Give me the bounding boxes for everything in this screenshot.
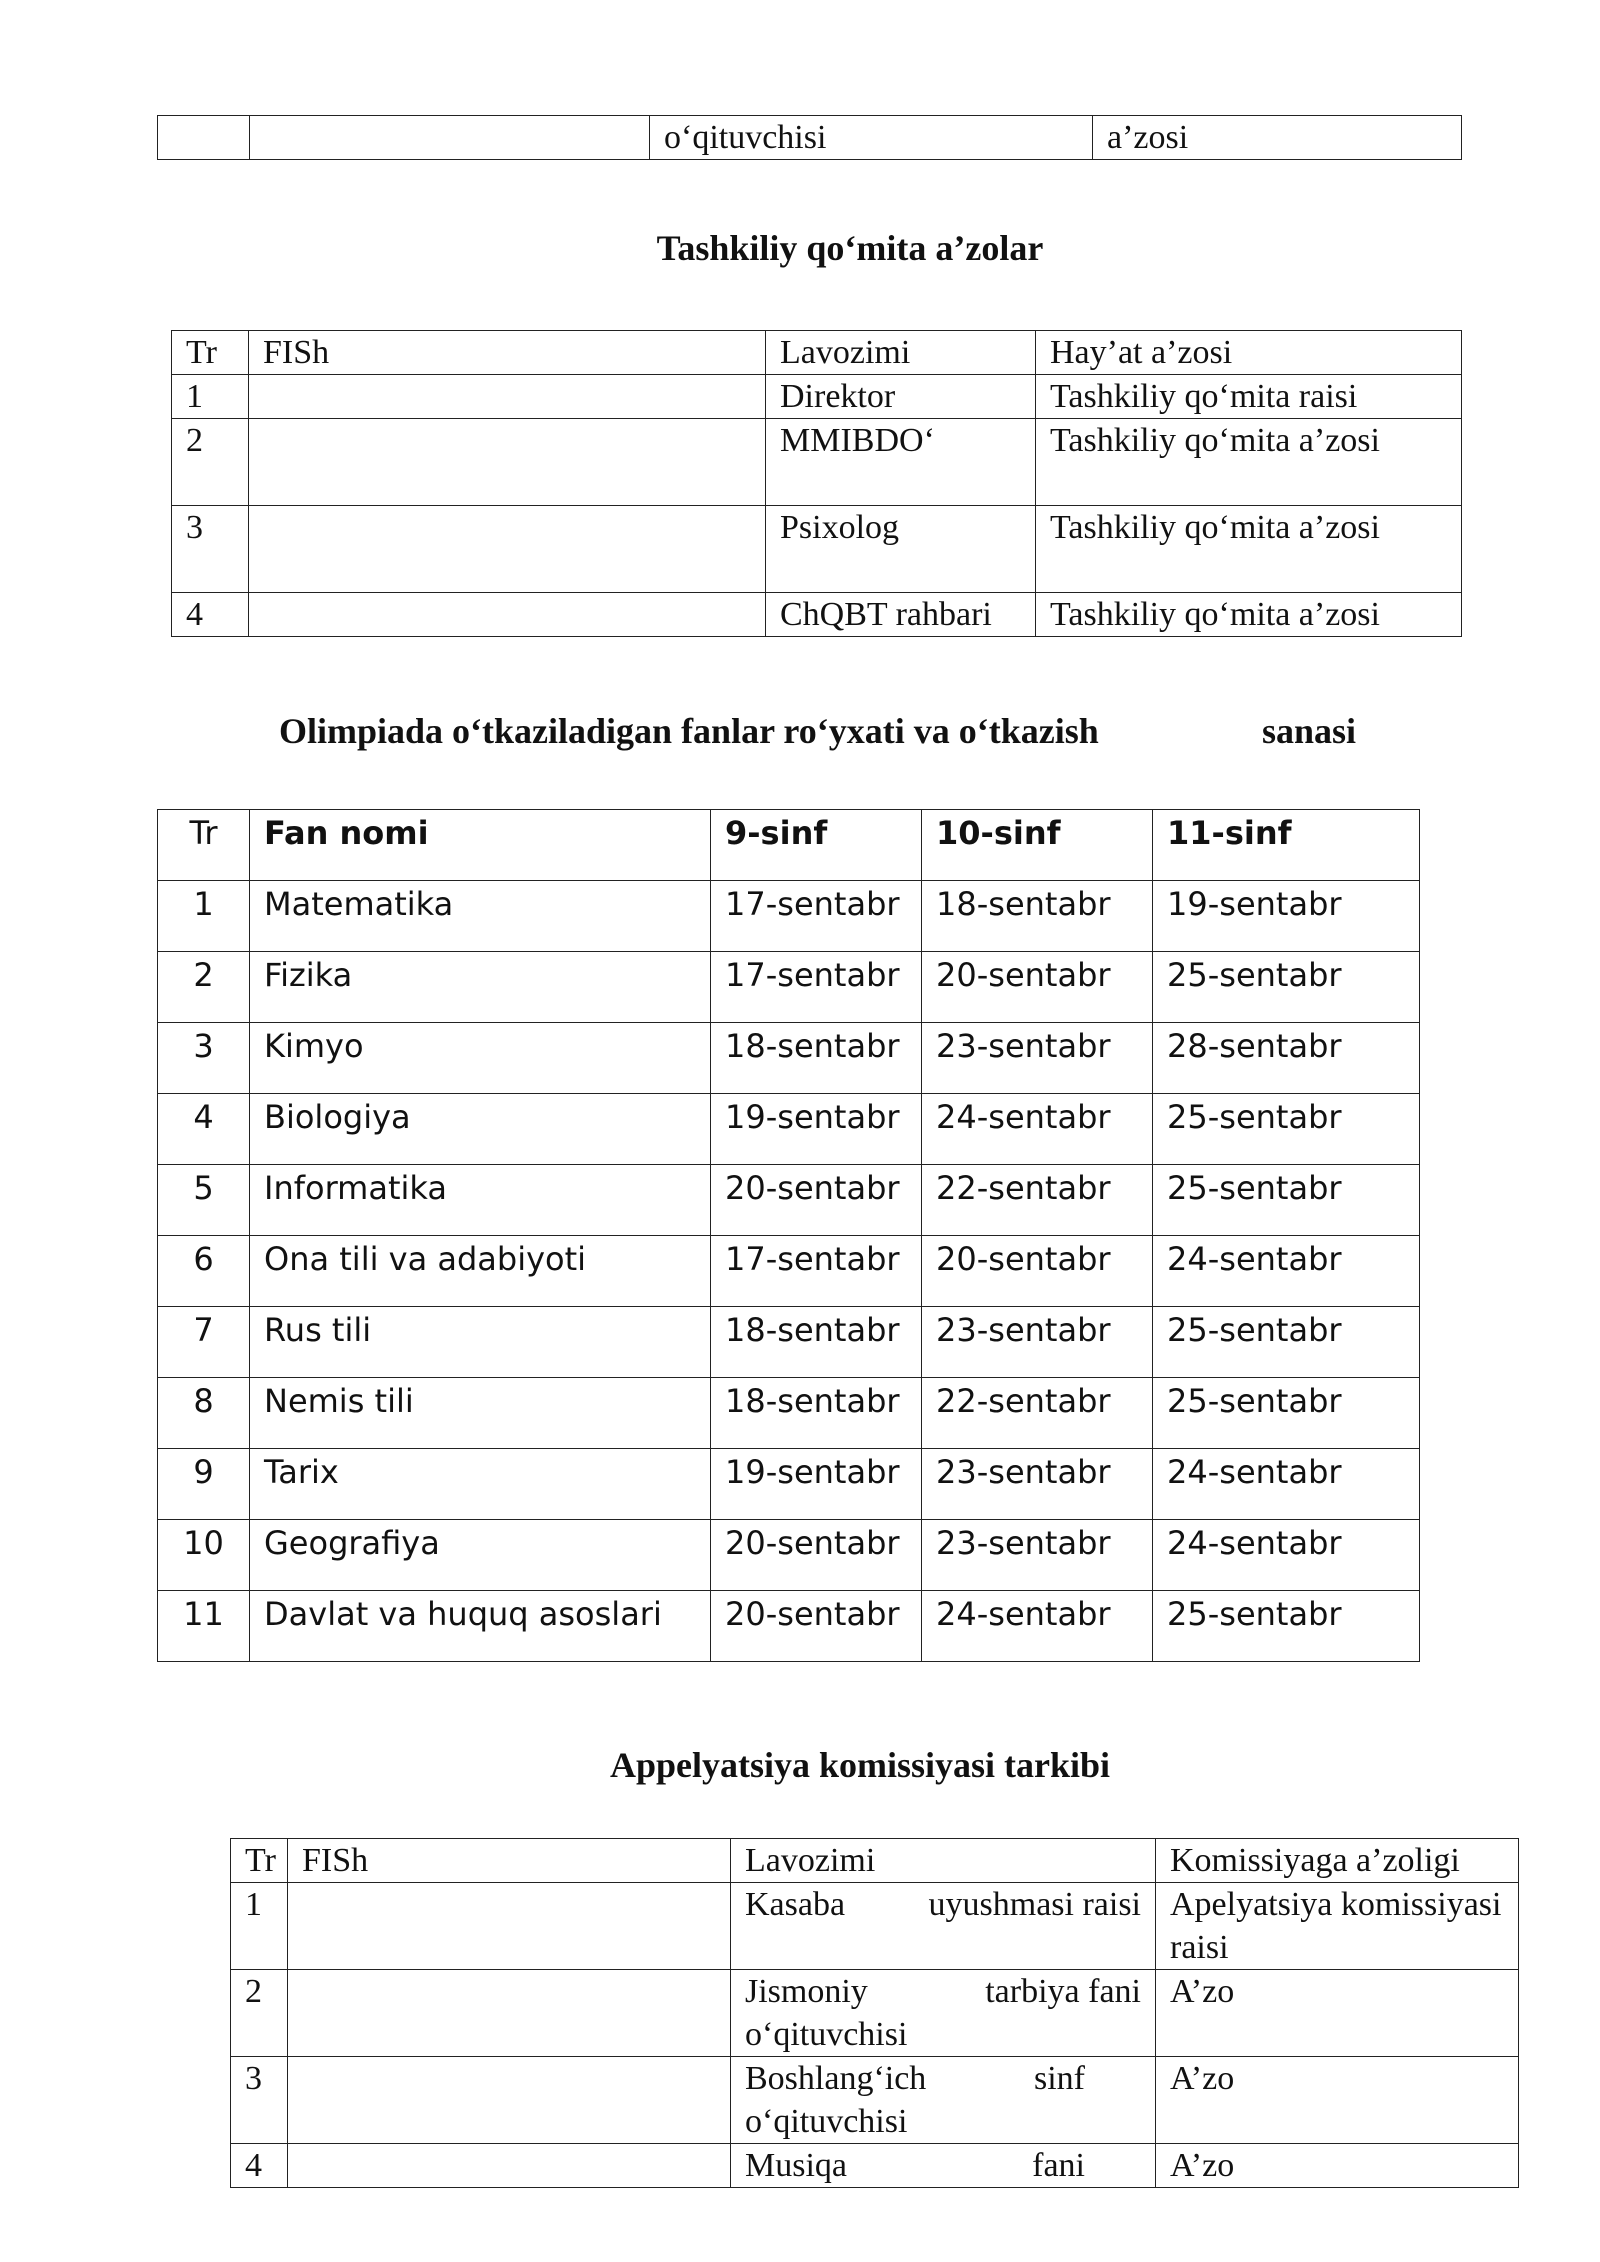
date-grade-10: 18-sentabr	[922, 881, 1153, 952]
header-cell: Hay’at a’zosi	[1036, 331, 1462, 375]
row-number: 1	[158, 881, 250, 952]
row-number: 4	[158, 1094, 250, 1165]
position-word: tarbiya fani	[985, 1973, 1141, 2010]
position-cell	[731, 2057, 1156, 2144]
subject-name: Informatika	[250, 1165, 711, 1236]
header-cell: Tr	[231, 1839, 288, 1883]
fish-cell	[288, 1970, 731, 2057]
date-grade-11: 25-sentabr	[1153, 1591, 1420, 1662]
position-word: Kasaba	[745, 1886, 846, 1923]
date-grade-11: 25-sentabr	[1153, 1378, 1420, 1449]
top-partial-table	[157, 115, 1462, 160]
table-cell	[158, 116, 250, 160]
date-grade-10: 20-sentabr	[922, 1236, 1153, 1307]
row-number: 2	[158, 952, 250, 1023]
table-row	[231, 2144, 1519, 2188]
row-number: 1	[172, 375, 249, 419]
position-word: Boshlang‘ich	[745, 2060, 927, 2097]
table-row	[158, 952, 1420, 1023]
table-row	[158, 1591, 1420, 1662]
row-number: 5	[158, 1165, 250, 1236]
role-cell: Tashkiliy qo‘mita raisi	[1036, 375, 1462, 419]
date-grade-10: 24-sentabr	[922, 1094, 1153, 1165]
position-cell	[731, 2144, 1156, 2188]
date-grade-11: 25-sentabr	[1153, 1094, 1420, 1165]
table-row	[231, 1883, 1519, 1970]
position-word: Jismoniy	[745, 1973, 868, 2010]
position-cell	[731, 1970, 1156, 2057]
fish-cell	[249, 506, 766, 593]
subject-name: Biologiya	[250, 1094, 711, 1165]
row-number: 3	[231, 2057, 288, 2144]
header-cell: 11-sinf	[1153, 810, 1420, 881]
position-cell: ChQBT rahbari	[766, 593, 1036, 637]
subject-name: Nemis tili	[250, 1378, 711, 1449]
date-grade-11: 24-sentabr	[1153, 1449, 1420, 1520]
header-cell: Komissiyaga a’zoligi	[1156, 1839, 1519, 1883]
role-cell: Tashkiliy qo‘mita a’zosi	[1036, 593, 1462, 637]
date-grade-9: 17-sentabr	[711, 881, 922, 952]
position-line-2: o‘qituvchisi	[745, 2016, 908, 2053]
subject-name: Ona tili va adabiyoti	[250, 1236, 711, 1307]
date-grade-9: 17-sentabr	[711, 1236, 922, 1307]
position-line	[745, 2144, 1155, 2187]
table-cell: o‘qituvchisi	[650, 116, 1093, 160]
position-cell: Direktor	[766, 375, 1036, 419]
position-line	[745, 1970, 1155, 2013]
row-number: 4	[231, 2144, 288, 2188]
role-cell: Tashkiliy qo‘mita a’zosi	[1036, 419, 1462, 506]
subject-name: Fizika	[250, 952, 711, 1023]
table-row	[158, 881, 1420, 952]
row-number: 3	[158, 1023, 250, 1094]
header-cell: 10-sinf	[922, 810, 1153, 881]
row-number: 1	[231, 1883, 288, 1970]
date-grade-10: 23-sentabr	[922, 1023, 1153, 1094]
table-row	[172, 506, 1462, 593]
date-grade-10: 23-sentabr	[922, 1520, 1153, 1591]
row-number: 2	[172, 419, 249, 506]
date-grade-9: 19-sentabr	[711, 1094, 922, 1165]
fish-cell	[288, 1883, 731, 1970]
org-committee-title: Tashkiliy qo‘mita a’zolar	[656, 228, 1044, 268]
date-grade-10: 24-sentabr	[922, 1591, 1153, 1662]
subjects-title-date: sanasi	[1262, 711, 1357, 751]
table-row	[231, 2057, 1519, 2144]
position-line-2: o‘qituvchisi	[745, 2103, 908, 2140]
table-row	[158, 1307, 1420, 1378]
row-number: 8	[158, 1378, 250, 1449]
position-word: sinf	[1034, 2060, 1085, 2097]
position-line	[745, 1883, 1155, 1926]
fish-cell	[249, 593, 766, 637]
table-row	[231, 1970, 1519, 2057]
table-row	[158, 1449, 1420, 1520]
date-grade-9: 20-sentabr	[711, 1165, 922, 1236]
date-grade-11: 25-sentabr	[1153, 952, 1420, 1023]
date-grade-11: 19-sentabr	[1153, 881, 1420, 952]
fish-cell	[249, 419, 766, 506]
table-row	[158, 1094, 1420, 1165]
fish-cell	[249, 375, 766, 419]
date-grade-11: 28-sentabr	[1153, 1023, 1420, 1094]
row-number: 10	[158, 1520, 250, 1591]
subject-name: Matematika	[250, 881, 711, 952]
position-word: uyushmasi raisi	[928, 1886, 1141, 1923]
header-cell: FISh	[288, 1839, 731, 1883]
row-number: 11	[158, 1591, 250, 1662]
row-number: 7	[158, 1307, 250, 1378]
date-grade-11: 24-sentabr	[1153, 1236, 1420, 1307]
table-header-row	[231, 1839, 1519, 1883]
date-grade-11: 25-sentabr	[1153, 1307, 1420, 1378]
table-row	[158, 116, 1462, 160]
table-row	[158, 1165, 1420, 1236]
date-grade-10: 20-sentabr	[922, 952, 1153, 1023]
date-grade-9: 18-sentabr	[711, 1023, 922, 1094]
fish-cell	[288, 2144, 731, 2188]
position-cell: MMIBDO‘	[766, 419, 1036, 506]
subject-name: Rus tili	[250, 1307, 711, 1378]
position-cell	[731, 1883, 1156, 1970]
fish-cell	[288, 2057, 731, 2144]
header-cell: Lavozimi	[731, 1839, 1156, 1883]
role-cell: Tashkiliy qo‘mita a’zosi	[1036, 506, 1462, 593]
table-row	[158, 1520, 1420, 1591]
table-row	[158, 1236, 1420, 1307]
date-grade-11: 25-sentabr	[1153, 1165, 1420, 1236]
subjects-table	[157, 809, 1420, 1662]
position-cell: Psixolog	[766, 506, 1036, 593]
role-cell: A’zo	[1156, 1970, 1519, 2057]
row-number: 4	[172, 593, 249, 637]
appeal-commission-table	[230, 1838, 1519, 2188]
date-grade-9: 17-sentabr	[711, 952, 922, 1023]
row-number: 2	[231, 1970, 288, 2057]
date-grade-9: 18-sentabr	[711, 1307, 922, 1378]
header-cell: Fan nomi	[250, 810, 711, 881]
date-grade-9: 19-sentabr	[711, 1449, 922, 1520]
date-grade-10: 23-sentabr	[922, 1307, 1153, 1378]
table-row	[172, 419, 1462, 506]
date-grade-9: 20-sentabr	[711, 1591, 922, 1662]
row-number: 6	[158, 1236, 250, 1307]
subject-name: Tarix	[250, 1449, 711, 1520]
date-grade-10: 23-sentabr	[922, 1449, 1153, 1520]
appeal-title: Appelyatsiya komissiyasi tarkibi	[609, 1745, 1111, 1785]
header-cell: 9-sinf	[711, 810, 922, 881]
date-grade-9: 18-sentabr	[711, 1378, 922, 1449]
table-cell: a’zosi	[1093, 116, 1462, 160]
header-cell: Tr	[158, 810, 250, 881]
header-cell: FISh	[249, 331, 766, 375]
table-row	[172, 593, 1462, 637]
position-word: Musiqa	[745, 2147, 847, 2184]
header-cell: Tr	[172, 331, 249, 375]
subject-name: Geografiya	[250, 1520, 711, 1591]
subject-name: Davlat va huquq asoslari	[250, 1591, 711, 1662]
table-row	[158, 1378, 1420, 1449]
row-number: 3	[172, 506, 249, 593]
role-cell: Apelyatsiya komissiyasi raisi	[1156, 1883, 1519, 1970]
date-grade-10: 22-sentabr	[922, 1165, 1153, 1236]
table-header-row	[172, 331, 1462, 375]
table-row	[158, 1023, 1420, 1094]
date-grade-10: 22-sentabr	[922, 1378, 1153, 1449]
date-grade-11: 24-sentabr	[1153, 1520, 1420, 1591]
table-row	[172, 375, 1462, 419]
position-word: fani	[1032, 2147, 1085, 2184]
table-cell	[250, 116, 650, 160]
table-header-row	[158, 810, 1420, 881]
org-committee-table	[171, 330, 1462, 637]
subjects-title: Olimpiada o‘tkaziladigan fanlar ro‘yxati va o‘tkazish	[279, 711, 1099, 751]
row-number: 9	[158, 1449, 250, 1520]
role-cell: A’zo	[1156, 2144, 1519, 2188]
subject-name: Kimyo	[250, 1023, 711, 1094]
date-grade-9: 20-sentabr	[711, 1520, 922, 1591]
position-line	[745, 2057, 1155, 2100]
role-cell: A’zo	[1156, 2057, 1519, 2144]
header-cell: Lavozimi	[766, 331, 1036, 375]
